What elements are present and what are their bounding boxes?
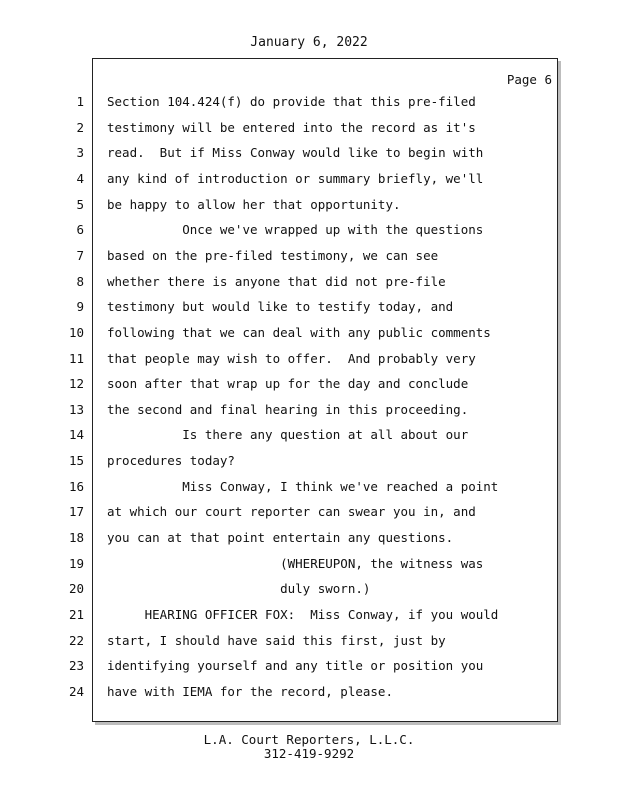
line-text: Miss Conway, I think we've reached a point <box>107 479 499 494</box>
line-text: procedures today? <box>107 453 235 468</box>
line-text: duly sworn.) <box>107 581 371 596</box>
line-number: 17 <box>68 504 84 519</box>
line-text: Section 104.424(f) do provide that this pre-filed <box>107 94 476 109</box>
line-number: 15 <box>68 453 84 468</box>
line-number: 9 <box>76 299 84 314</box>
line-text: be happy to allow her that opportunity. <box>107 197 401 212</box>
line-number: 3 <box>76 145 84 160</box>
line-number: 24 <box>68 684 84 699</box>
line-number: 11 <box>68 351 84 366</box>
line-text: start, I should have said this first, just by <box>107 633 446 648</box>
line-number: 4 <box>76 171 84 186</box>
line-text: Once we've wrapped up with the questions <box>107 222 484 237</box>
line-number: 7 <box>76 248 84 263</box>
line-number: 2 <box>76 120 84 135</box>
line-text: identifying yourself and any title or position you <box>107 658 484 673</box>
line-number: 16 <box>68 479 84 494</box>
line-text: at which our court reporter can swear you in, and <box>107 504 476 519</box>
line-number: 5 <box>76 197 84 212</box>
line-text: based on the pre-filed testimony, we can see <box>107 248 439 263</box>
line-text: soon after that wrap up for the day and conclude <box>107 376 469 391</box>
line-text: any kind of introduction or summary briefly, we'll <box>107 171 484 186</box>
line-text: read. But if Miss Conway would like to begin with <box>107 145 484 160</box>
line-text: that people may wish to offer. And probably very <box>107 351 476 366</box>
line-number: 6 <box>76 222 84 237</box>
footer-phone: 312-419-9292 <box>263 746 355 761</box>
line-text: testimony but would like to testify today, and <box>107 299 454 314</box>
line-text: have with IEMA for the record, please. <box>107 684 393 699</box>
footer-company: L.A. Court Reporters, L.L.C. <box>203 732 415 747</box>
header-date: January 6, 2022 <box>250 35 368 50</box>
line-text: (WHEREUPON, the witness was <box>107 556 484 571</box>
line-number: 20 <box>68 581 84 596</box>
line-text: the second and final hearing in this proceeding. <box>107 402 469 417</box>
line-number: 8 <box>76 274 84 289</box>
line-number: 13 <box>68 402 84 417</box>
line-text: you can at that point entertain any questions. <box>107 530 454 545</box>
line-number: 23 <box>68 658 84 673</box>
line-number: 22 <box>68 633 84 648</box>
line-text: Is there any question at all about our <box>107 427 469 442</box>
line-number: 14 <box>68 427 84 442</box>
line-text: following that we can deal with any public comments <box>107 325 491 340</box>
footer <box>0 733 618 761</box>
line-text: whether there is anyone that did not pre-file <box>107 274 446 289</box>
line-number: 10 <box>68 325 84 340</box>
line-number: 18 <box>68 530 84 545</box>
line-number: 1 <box>76 94 84 109</box>
line-text: testimony will be entered into the record as it's <box>107 120 476 135</box>
line-number: 19 <box>68 556 84 571</box>
page-number: Page 6 <box>506 72 552 87</box>
line-number: 12 <box>68 376 84 391</box>
line-text: HEARING OFFICER FOX: Miss Conway, if you would <box>107 607 499 622</box>
line-number: 21 <box>68 607 84 622</box>
